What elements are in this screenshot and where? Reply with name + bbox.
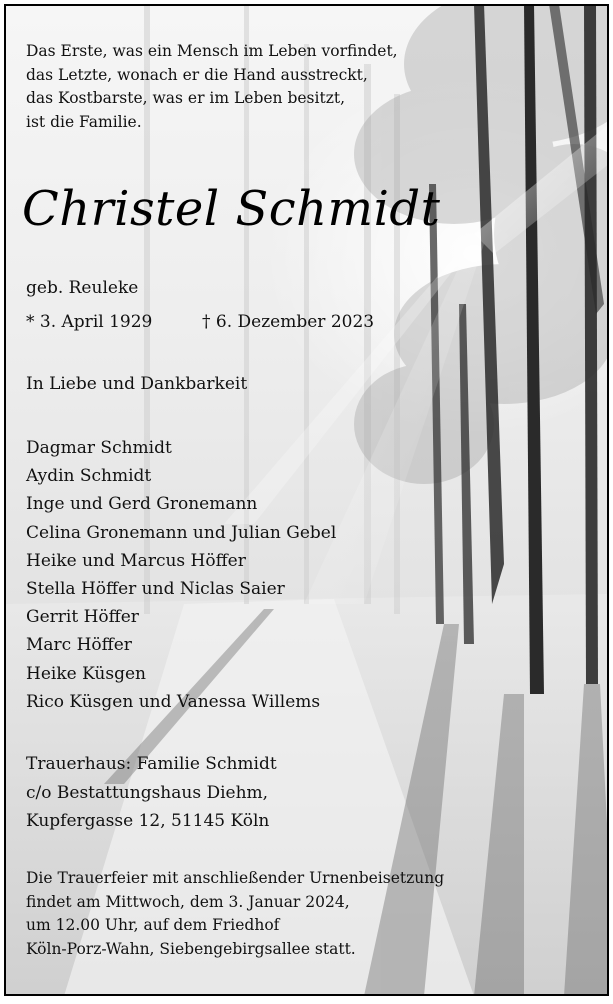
mourner: Heike Küsgen (26, 663, 146, 684)
mourner: Inge und Gerd Gronemann (26, 494, 258, 515)
deceased-name: Christel Schmidt (22, 181, 441, 237)
poem-line: das Kostbarste, was er im Leben besitzt, (26, 89, 346, 107)
poem (26, 40, 398, 134)
mourner: Stella Höffer und Niclas Saier (26, 579, 285, 600)
address-line: Trauerhaus: Familie Schmidt (26, 754, 277, 774)
service-line: findet am Mittwoch, dem 3. Januar 2024, (26, 892, 350, 911)
death-date: † 6. Dezember 2023 (202, 312, 375, 332)
obituary-notice (4, 4, 609, 996)
poem-line: Das Erste, was ein Mensch im Leben vorfindet, (26, 42, 398, 60)
service-line: Köln-Porz-Wahn, Siebengebirgsallee statt. (26, 939, 356, 958)
mourner: Rico Küsgen und Vanessa Willems (26, 691, 321, 712)
poem-line: ist die Familie. (26, 112, 142, 131)
service-line: um 12.00 Uhr, auf dem Friedhof (26, 916, 280, 934)
mourner: Heike und Marcus Höffer (26, 550, 246, 571)
mourner: Marc Höffer (26, 635, 132, 656)
address-line: Kupfergasse 12, 51145 Köln (26, 811, 270, 831)
mourning-house-address (26, 750, 277, 836)
birth-name: geb. Reuleke (26, 278, 139, 298)
birth-date: * 3. April 1929 (26, 312, 153, 332)
mourner: Celina Gronemann und Julian Gebel (26, 522, 337, 543)
service-line: Die Trauerfeier mit anschließender Urnenbeisetzung (26, 869, 445, 887)
address-line: c/o Bestattungshaus Diehm, (26, 782, 269, 803)
poem-line: das Letzte, wonach er die Hand ausstreckt, (26, 65, 368, 84)
mourner: Aydin Schmidt (26, 466, 152, 487)
mourner: Gerrit Höffer (26, 607, 139, 628)
funeral-service-info (26, 867, 444, 961)
mourners-list (26, 434, 336, 716)
intro-text: In Liebe und Dankbarkeit (26, 374, 248, 394)
mourner: Dagmar Schmidt (26, 438, 172, 458)
